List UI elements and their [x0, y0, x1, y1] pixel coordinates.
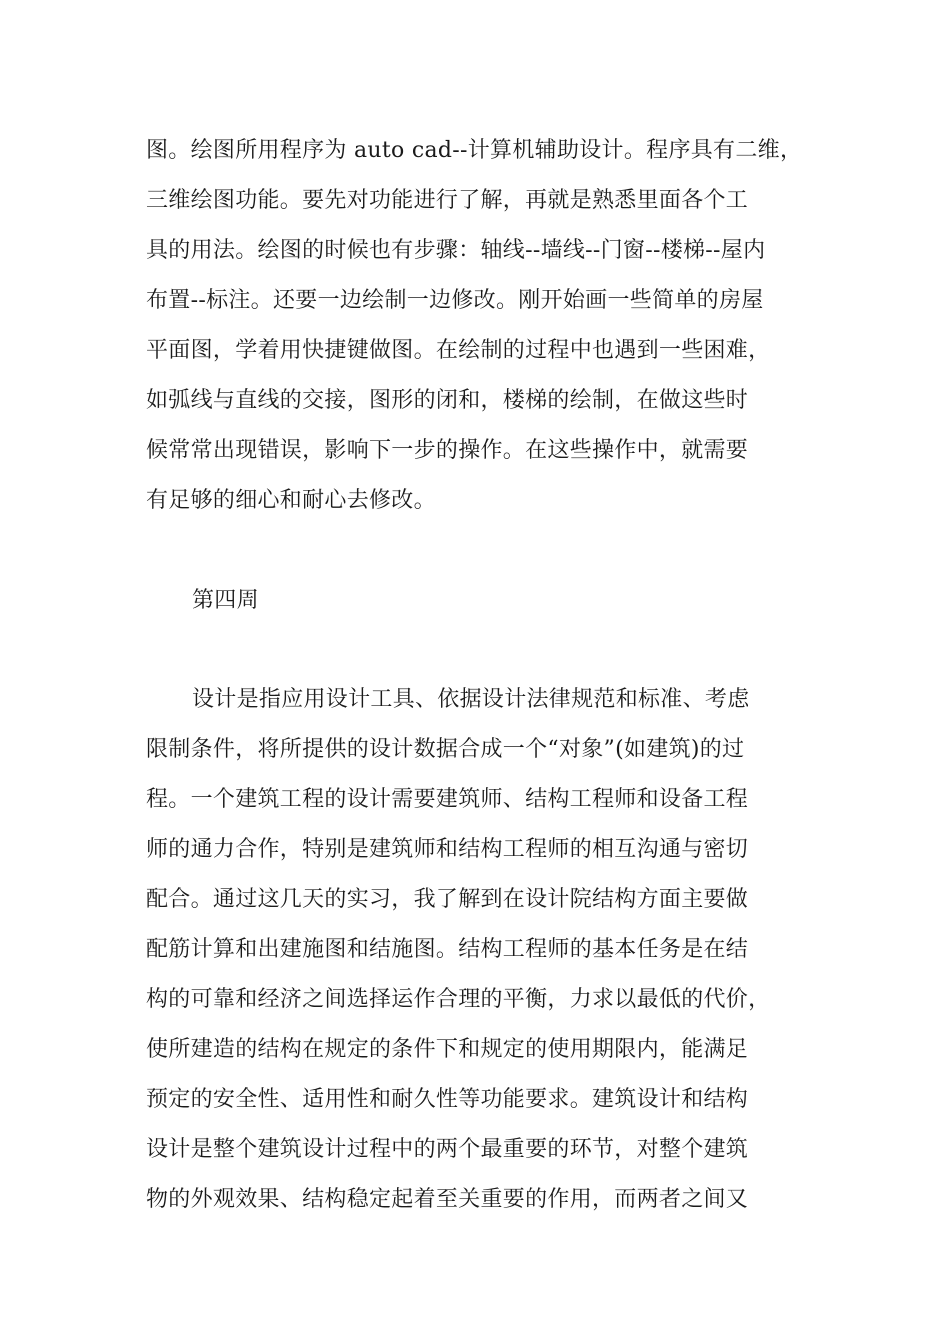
text-line: 三维绘图功能。要先对功能进行了解，再就是熟悉里面各个工 [146, 188, 749, 213]
text-line: 如弧线与直线的交接，图形的闭和，楼梯的绘制，在做这些时 [146, 388, 749, 413]
text-line: 具的用法。绘图的时候也有步骤：轴线--墙线--门窗--楼梯--屋内 [146, 238, 766, 263]
text-line: 使所建造的结构在规定的条件下和规定的使用期限内，能满足 [146, 1037, 749, 1062]
text-line: 限制条件，将所提供的设计数据合成一个“对象”(如建筑)的过 [146, 737, 745, 762]
text-line: 程。一个建筑工程的设计需要建筑师、结构工程师和设备工程 [146, 787, 749, 812]
text-line: 预定的安全性、适用性和耐久性等功能要求。建筑设计和结构 [146, 1087, 749, 1112]
text-line: 候常常出现错误，影响下一步的操作。在这些操作中，就需要 [146, 438, 749, 463]
text-line: 布置--标注。还要一边绘制一边修改。刚开始画一些简单的房屋 [146, 288, 764, 313]
text-line: 图。绘图所用程序为 auto cad--计算机辅助设计。程序具有二维， [146, 138, 803, 163]
text-line: 设计是指应用设计工具、依据设计法律规范和标准、考虑 [192, 687, 750, 712]
text-line: 配筋计算和出建施图和结施图。结构工程师的基本任务是在结 [146, 937, 749, 962]
text-line: 构的可靠和经济之间选择运作合理的平衡，力求以最低的代价， [146, 987, 771, 1012]
text-line: 配合。通过这几天的实习，我了解到在设计院结构方面主要做 [146, 887, 749, 912]
text-line: 平面图，学着用快捷键做图。在绘制的过程中也遇到一些困难， [146, 338, 771, 363]
section-heading: 第四周 [192, 588, 259, 613]
text-line: 师的通力合作，特别是建筑师和结构工程师的相互沟通与密切 [146, 837, 749, 862]
text-line: 物的外观效果、结构稳定起着至关重要的作用，而两者之间又 [146, 1187, 749, 1212]
text-line: 有足够的细心和耐心去修改。 [146, 488, 436, 513]
text-line: 设计是整个建筑设计过程中的两个最重要的环节，对整个建筑 [146, 1137, 749, 1162]
